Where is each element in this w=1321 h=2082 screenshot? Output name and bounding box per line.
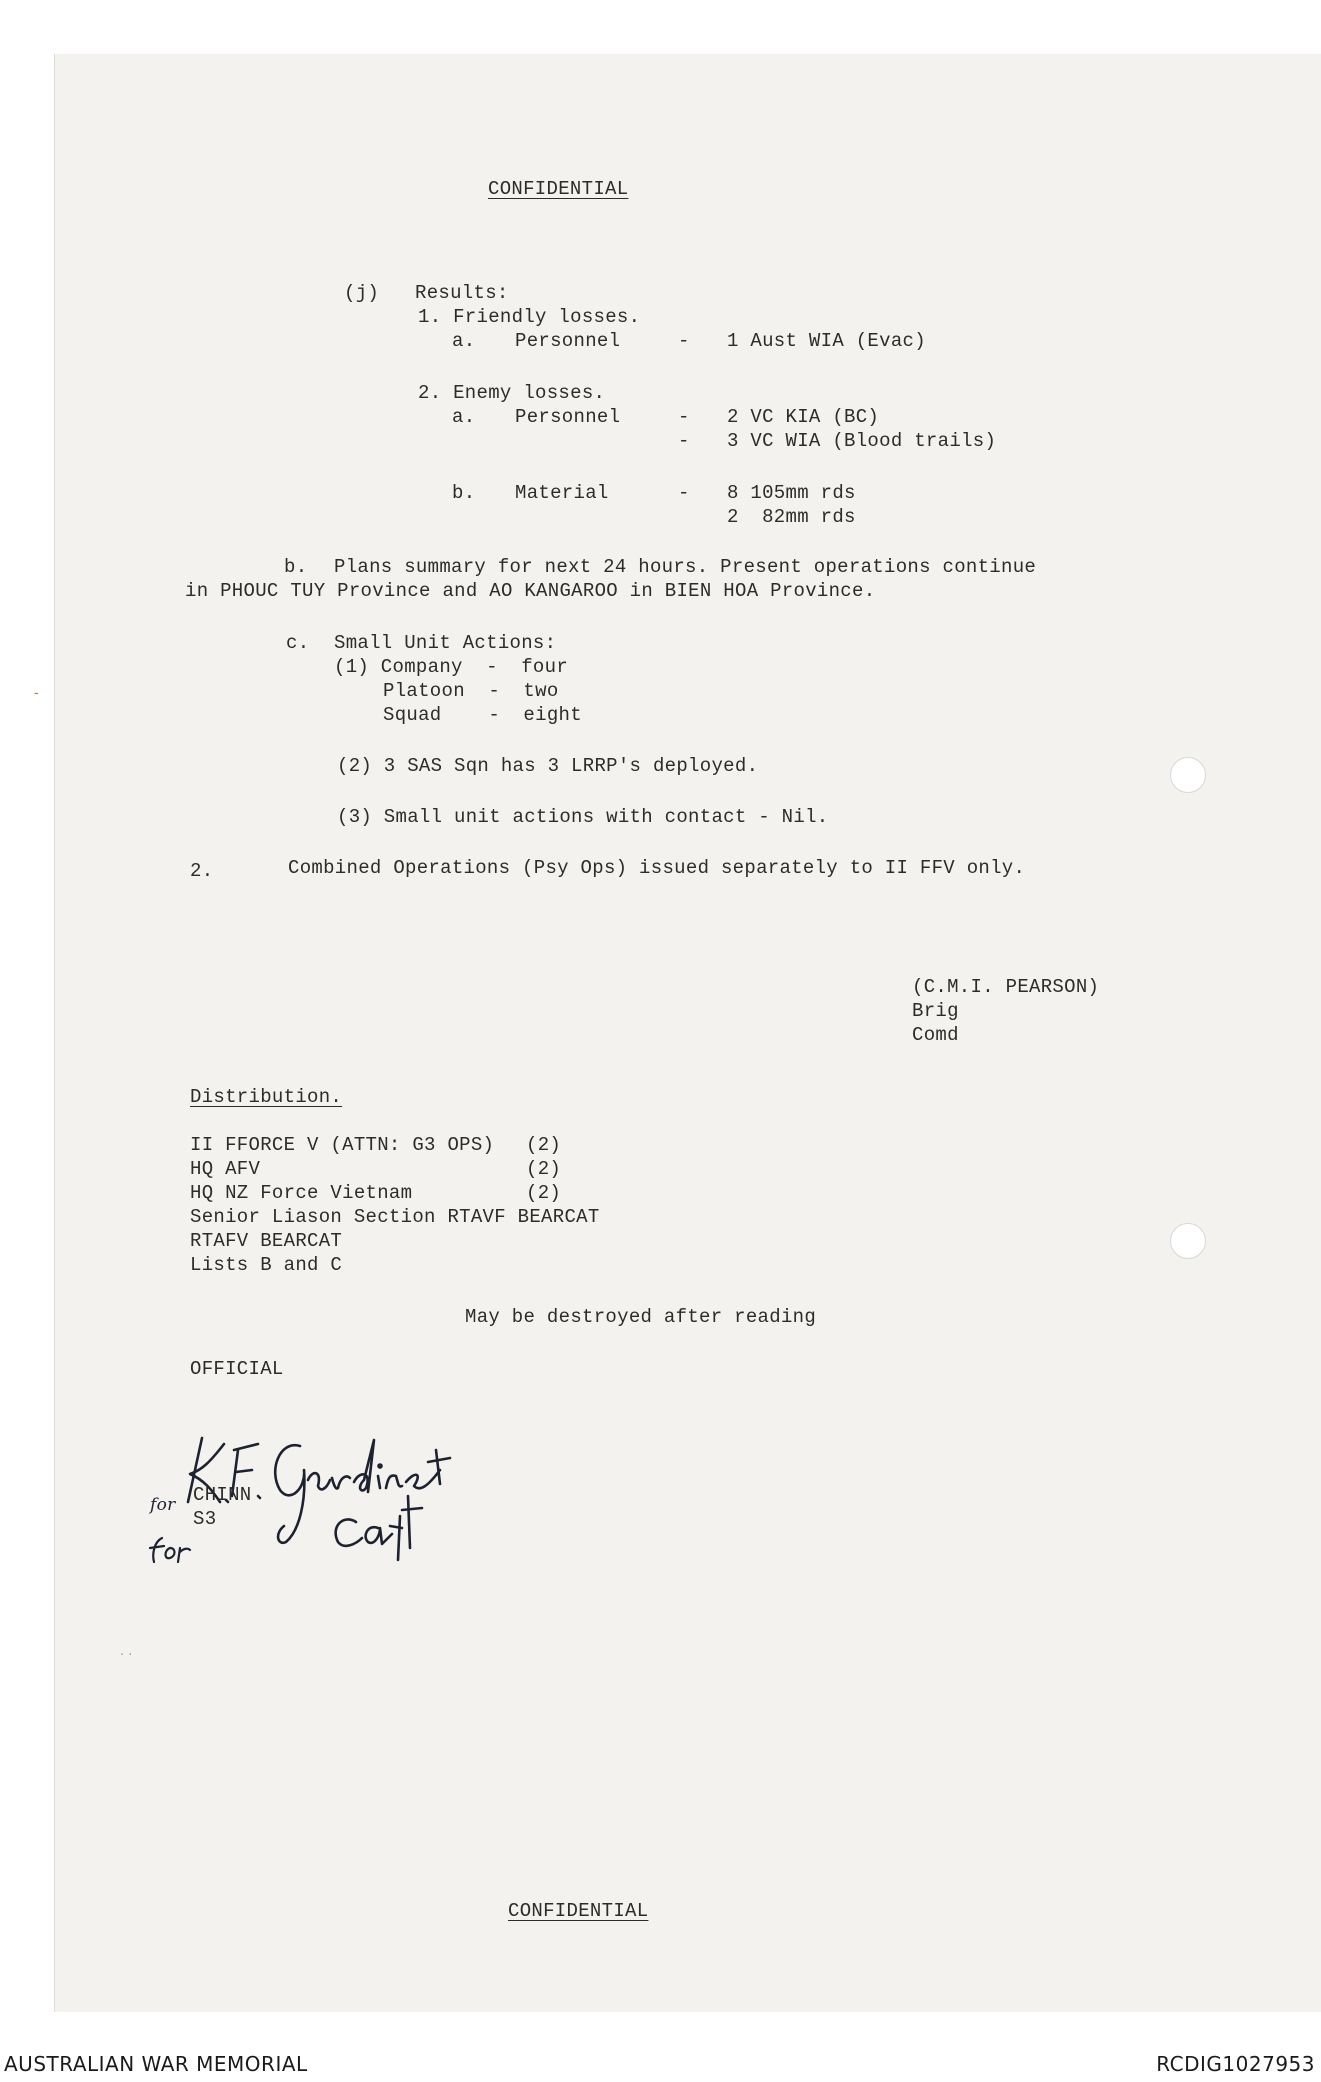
distribution-item: Senior Liason Section RTAVF BEARCAT — [190, 1206, 600, 1228]
combined-ops-number: 2. — [190, 860, 214, 882]
archive-reference: RCDIG1027953 — [1156, 2052, 1315, 2076]
signatory-name: (C.M.I. PEARSON) — [912, 976, 1100, 998]
plans-line-2: in PHOUC TUY Province and AO KANGAROO in BIEN HOA Province. — [185, 580, 876, 602]
combined-ops-text: Combined Operations (Psy Ops) issued separately to II FFV only. — [288, 857, 1026, 879]
distribution-copies: (2) — [526, 1134, 562, 1156]
enemy-dash-1: - — [678, 406, 690, 428]
distribution-item: HQ AFV — [190, 1158, 261, 1180]
enemy-material-value-1: 8 105mm rds — [727, 482, 856, 504]
results-title: Results: — [415, 282, 509, 304]
handwritten-signature — [140, 1430, 470, 1590]
small-unit-item-3: (3) Small unit actions with contact - Nil. — [337, 806, 829, 828]
enemy-personnel-name: Personnel — [515, 406, 621, 428]
enemy-dash-2: - — [678, 430, 690, 452]
friendly-personnel-value: 1 Aust WIA (Evac) — [727, 330, 926, 352]
small-unit-item-2: (2) 3 SAS Sqn has 3 LRRP's deployed. — [337, 755, 759, 777]
enemy-losses-heading: 2. Enemy losses. — [418, 382, 606, 404]
friendly-personnel-name: Personnel — [515, 330, 621, 352]
small-unit-company: (1) Company - four — [334, 656, 569, 678]
official-title: S3 — [193, 1508, 217, 1530]
archive-name: AUSTRALIAN WAR MEMORIAL — [4, 2052, 308, 2076]
signed-for-note: for — [150, 1495, 176, 1515]
friendly-losses-heading: 1. Friendly losses. — [418, 306, 641, 328]
distribution-title: Distribution. — [190, 1086, 343, 1108]
enemy-personnel-label: a. — [452, 406, 476, 428]
distribution-copies: (2) — [526, 1182, 562, 1204]
results-label: (j) — [344, 282, 380, 304]
plans-line-1: Plans summary for next 24 hours. Present operations continue — [334, 556, 1037, 578]
enemy-dash-3: - — [678, 482, 690, 504]
official-name: CHINN — [193, 1484, 252, 1506]
small-unit-title: Small Unit Actions: — [334, 632, 557, 654]
friendly-personnel-label: a. — [452, 330, 476, 352]
distribution-item: Lists B and C — [190, 1254, 343, 1276]
enemy-personnel-value-2: 3 VC WIA (Blood trails) — [727, 430, 997, 452]
signatory-rank: Brig — [912, 1000, 959, 1022]
scan-speck: - — [34, 686, 39, 701]
punch-hole — [1170, 1223, 1206, 1259]
distribution-item: II FFORCE V (ATTN: G3 OPS) — [190, 1134, 495, 1156]
distribution-item: HQ NZ Force Vietnam — [190, 1182, 413, 1204]
classification-footer: CONFIDENTIAL — [508, 1900, 649, 1922]
destroy-note: May be destroyed after reading — [465, 1306, 817, 1328]
scan-speck: · · — [120, 1648, 133, 1663]
small-unit-squad: Squad - eight — [383, 704, 582, 726]
enemy-material-label: b. — [452, 482, 476, 504]
punch-hole — [1170, 757, 1206, 793]
plans-label: b. — [284, 556, 308, 578]
small-unit-platoon: Platoon - two — [383, 680, 559, 702]
enemy-material-value-2: 2 82mm rds — [727, 506, 856, 528]
distribution-item: RTAFV BEARCAT — [190, 1230, 343, 1252]
small-unit-label: c. — [286, 632, 310, 654]
official-label: OFFICIAL — [190, 1358, 284, 1380]
signatory-role: Comd — [912, 1024, 959, 1046]
distribution-copies: (2) — [526, 1158, 562, 1180]
enemy-personnel-value-1: 2 VC KIA (BC) — [727, 406, 880, 428]
classification-header: CONFIDENTIAL — [488, 178, 629, 200]
friendly-dash: - — [678, 330, 690, 352]
enemy-material-name: Material — [515, 482, 609, 504]
